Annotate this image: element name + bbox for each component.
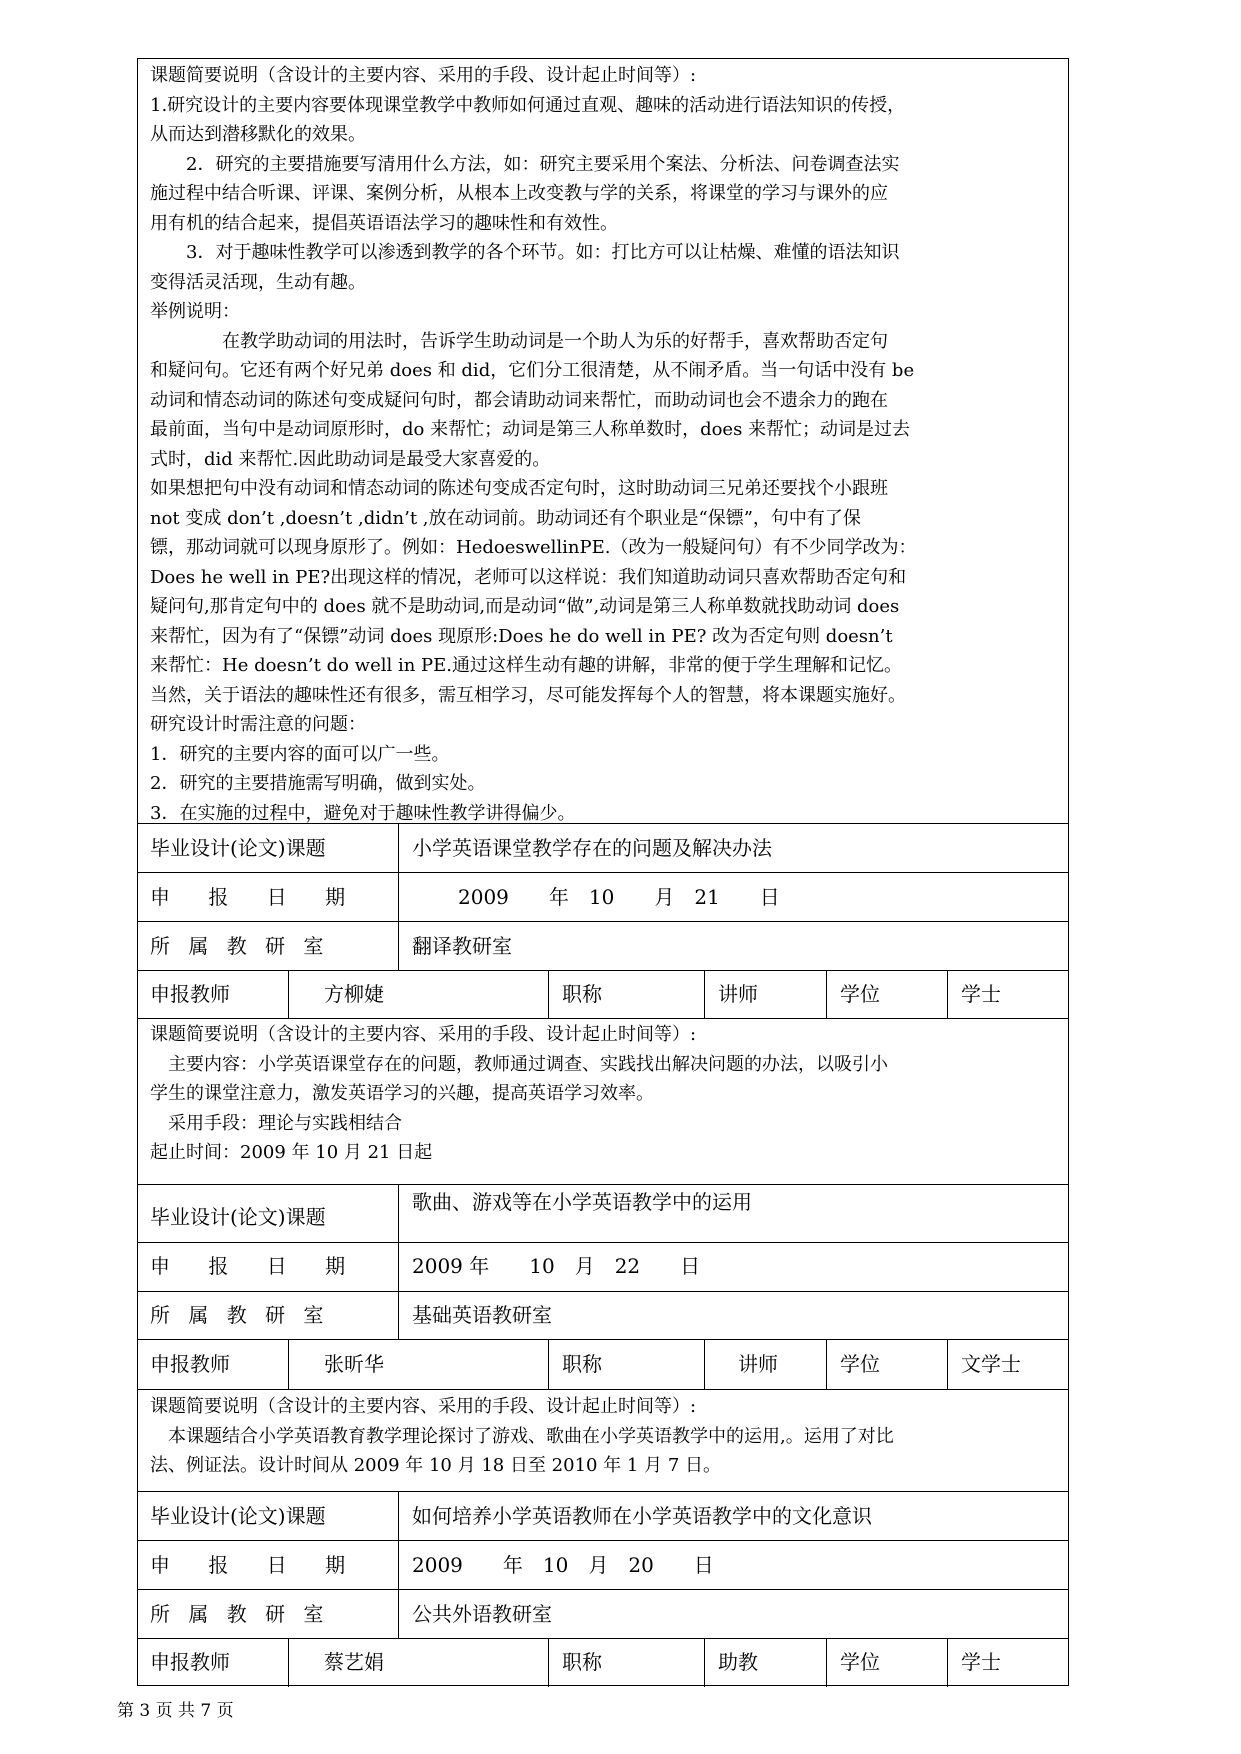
row-divider — [138, 921, 1068, 922]
col-divider — [704, 1638, 705, 1687]
text-line: 式时，did 来帮忙.因此助动词是最受大家喜爱的。 — [150, 448, 551, 470]
row-divider — [138, 1540, 1068, 1541]
text-line: 课题简要说明（含设计的主要内容、采用的手段、设计起止时间等）: — [150, 1396, 697, 1417]
row-divider — [138, 1638, 1068, 1639]
text-line: 用有机的结合起来，提倡英语语法学习的趣味性和有效性。 — [150, 212, 618, 234]
title-label: 职称 — [562, 982, 602, 1006]
title-value: 讲师 — [718, 982, 758, 1006]
description-block-3 — [150, 1392, 1060, 1481]
row-divider — [138, 1242, 1068, 1243]
text-line: 课题简要说明（含设计的主要内容、采用的手段、设计起止时间等）: — [150, 65, 697, 86]
row-divider — [138, 1339, 1068, 1340]
title-label: 职称 — [562, 1650, 602, 1674]
text-line: 来帮忙，因为有了“保镖”动词 does 现原形:Does he do well in PE? 改为否定句则 doesn’t — [150, 625, 893, 647]
teacher-label: 申报教师 — [150, 1352, 230, 1376]
topic-label: 毕业设计(论文)课题 — [150, 1504, 326, 1528]
text-line: 来帮忙：He doesn’t do well in PE.通过这样生动有趣的讲解，非常的便于学生理解和记忆。 — [150, 655, 903, 676]
date-label: 申 报 日 期 — [150, 885, 362, 909]
office-label: 所 属 教 研 室 — [150, 1602, 330, 1626]
text-line: 3．对于趣味性教学可以渗透到教学的各个环节。如：打比方可以让枯燥、难懂的语法知识 — [150, 242, 900, 263]
date-label: 申 报 日 期 — [150, 1553, 362, 1577]
row-divider — [138, 1184, 1068, 1185]
col-divider — [288, 970, 289, 1018]
row-divider — [138, 1389, 1068, 1390]
text-line: 动词和情态动词的陈述句变成疑问句时，都会请助动词来帮忙，而助动词也会不遗余力的跑在 — [150, 389, 888, 411]
row-divider — [138, 1018, 1068, 1019]
col-divider — [288, 1638, 289, 1687]
description-block-2 — [150, 1020, 1060, 1168]
teacher-value: 张昕华 — [324, 1352, 384, 1376]
text-line: 起止时间：2009 年 10 月 21 日起 — [150, 1142, 433, 1163]
date-label: 申 报 日 期 — [150, 1254, 362, 1278]
topic-value: 小学英语课堂教学存在的问题及解决办法 — [412, 836, 772, 860]
text-line: 法、例证法。设计时间从 2009 年 10 月 18 日至 2010 年 1 月 7 日。 — [150, 1455, 721, 1476]
degree-label: 学位 — [840, 1650, 880, 1674]
text-line: 研究设计时需注意的问题： — [150, 714, 366, 735]
degree-value: 学士 — [961, 982, 1001, 1006]
col-divider — [548, 1339, 549, 1389]
text-line: 课题简要说明（含设计的主要内容、采用的手段、设计起止时间等）: — [150, 1024, 697, 1045]
office-value: 基础英语教研室 — [412, 1303, 552, 1327]
topic-label: 毕业设计(论文)课题 — [150, 1205, 326, 1229]
col-divider — [548, 970, 549, 1018]
text-line: 1.研究设计的主要内容要体现课堂教学中教师如何通过直观、趣味的活动进行语法知识的传授， — [150, 94, 906, 116]
text-line: 施过程中结合听课、评课、案例分析，从根本上改变教与学的关系，将课堂的学习与课外的应 — [150, 183, 888, 204]
text-line: 镖，那动词就可以现身原形了。例如：HedoeswellinPE.（改为一般疑问句）有不少同学改为： — [150, 537, 917, 558]
row-divider — [138, 970, 1068, 971]
col-divider — [704, 1339, 705, 1389]
text-line: 从而达到潜移默化的效果。 — [150, 124, 366, 145]
text-line: Does he well in PE?出现这样的情况，老师可以这样说：我们知道助动词只喜欢帮助否定句和 — [150, 566, 907, 588]
text-line: 如果想把句中没有动词和情态动词的陈述句变成否定句时，这时助动词三兄弟还要找个小跟班 — [150, 478, 888, 499]
col-divider — [826, 970, 827, 1018]
page-number: 第 3 页 共 7 页 — [117, 1701, 234, 1721]
teacher-value: 方柳婕 — [324, 982, 384, 1006]
text-line: 变得活灵活现，生动有趣。 — [150, 271, 366, 293]
date-value: 2009 年 10 月 21 日 — [458, 885, 780, 909]
office-value: 公共外语教研室 — [412, 1602, 552, 1626]
row-divider — [138, 823, 1068, 824]
teacher-label: 申报教师 — [150, 982, 230, 1006]
row-divider — [138, 1589, 1068, 1590]
date-value: 2009 年 10 月 22 日 — [412, 1254, 701, 1278]
topic-value: 歌曲、游戏等在小学英语教学中的运用 — [412, 1190, 752, 1214]
office-value: 翻译教研室 — [412, 934, 512, 958]
text-line: not 变成 don’t ,doesn’t ,didn’t ,放在动词前。助动词还有个职业是“保镖”，句中有了保 — [150, 507, 861, 529]
text-line: 在教学助动词的用法时，告诉学生助动词是一个助人为乐的好帮手，喜欢帮助否定句 — [150, 330, 888, 352]
col-divider — [398, 1184, 399, 1339]
text-line: 学生的课堂注意力，激发英语学习的兴趣，提高英语学习效率。 — [150, 1083, 654, 1104]
description-block-1 — [150, 61, 1060, 828]
col-divider — [826, 1339, 827, 1389]
col-divider — [947, 1638, 948, 1687]
title-value: 讲师 — [738, 1352, 778, 1376]
text-line: 主要内容：小学英语课堂存在的问题，教师通过调查、实践找出解决问题的办法，以吸引小 — [150, 1053, 888, 1075]
col-divider — [704, 970, 705, 1018]
text-line: 最前面，当句中是动词原形时，do 来帮忙；动词是第三人称单数时，does 来帮忙；动词是过去 — [150, 419, 911, 440]
col-divider — [548, 1638, 549, 1687]
text-line: 2．研究的主要措施要写清用什么方法，如：研究主要采用个案法、分析法、问卷调查法实 — [150, 153, 900, 175]
col-divider — [947, 970, 948, 1018]
text-line: 1．研究的主要内容的面可以广一些。 — [150, 743, 450, 765]
teacher-label: 申报教师 — [150, 1650, 230, 1674]
col-divider — [288, 1339, 289, 1389]
topic-label: 毕业设计(论文)课题 — [150, 836, 326, 860]
degree-label: 学位 — [840, 1352, 880, 1376]
text-line: 3．在实施的过程中，避免对于趣味性教学讲得偏少。 — [150, 802, 576, 824]
title-value: 助教 — [718, 1650, 758, 1674]
row-divider — [138, 1291, 1068, 1292]
topic-value: 如何培养小学英语教师在小学英语教学中的文化意识 — [412, 1504, 872, 1528]
row-divider — [138, 1491, 1068, 1492]
col-divider — [826, 1638, 827, 1687]
degree-value: 文学士 — [961, 1352, 1021, 1376]
office-label: 所 属 教 研 室 — [150, 1303, 330, 1327]
col-divider — [398, 823, 399, 970]
text-line: 本课题结合小学英语教育教学理论探讨了游戏、歌曲在小学英语教学中的运用,。运用了对比 — [150, 1425, 894, 1447]
teacher-value: 蔡艺娟 — [324, 1650, 384, 1674]
text-line: 采用手段：理论与实践相结合 — [150, 1112, 402, 1134]
degree-value: 学士 — [961, 1650, 1001, 1674]
office-label: 所 属 教 研 室 — [150, 934, 330, 958]
text-line: 疑问句,那肯定句中的 does 就不是助动词,而是动词“做”,动词是第三人称单数就找助动词 does — [150, 596, 900, 617]
text-line: 举例说明： — [150, 301, 240, 322]
date-value: 2009 年 10 月 20 日 — [412, 1553, 714, 1577]
col-divider — [398, 1491, 399, 1638]
form-table — [137, 58, 1069, 1686]
text-line: 当然，关于语法的趣味性还有很多，需互相学习，尽可能发挥每个人的智慧，将本课题实施好。 — [150, 684, 906, 706]
degree-label: 学位 — [840, 982, 880, 1006]
title-label: 职称 — [562, 1352, 602, 1376]
row-divider — [138, 872, 1068, 873]
text-line: 和疑问句。它还有两个好兄弟 does 和 did，它们分工很清楚，从不闹矛盾。当一句话中没有 be — [150, 360, 915, 381]
col-divider — [947, 1339, 948, 1389]
text-line: 2．研究的主要措施需写明确，做到实处。 — [150, 773, 486, 794]
